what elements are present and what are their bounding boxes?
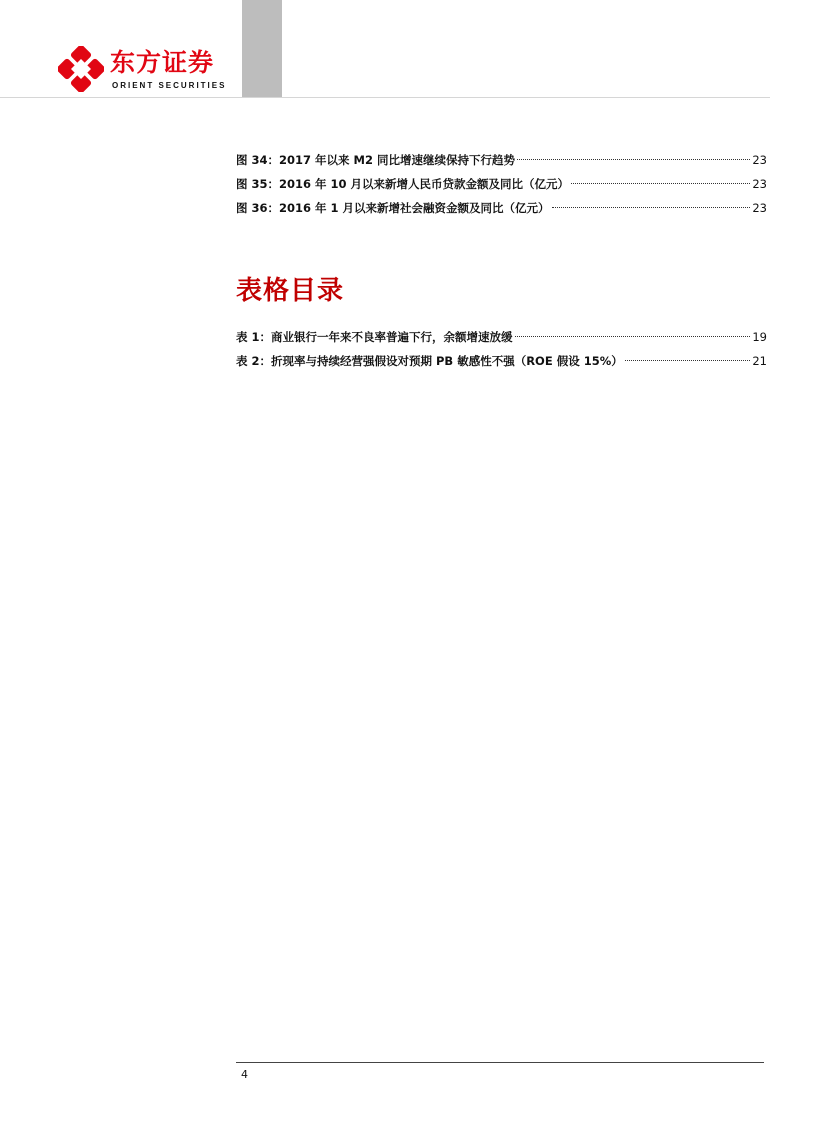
footer-divider — [236, 1062, 764, 1063]
header-divider — [0, 97, 770, 98]
toc-leader-dots — [515, 322, 751, 337]
toc-leader-dots — [552, 193, 751, 208]
toc-leader-dots — [571, 169, 750, 184]
toc-leader-dots — [625, 346, 751, 361]
toc-entry[interactable] — [236, 196, 767, 220]
toc-entry-label: 表 1：商业银行一年来不良率普遍下行，余额增速放缓 — [236, 330, 513, 344]
page-number: 4 — [241, 1068, 248, 1081]
toc-entry-page: 23 — [752, 177, 767, 191]
table-toc-heading: 表格目录 — [236, 276, 345, 306]
logo-text-cn: 东方证券 — [110, 48, 215, 77]
toc-leader-dots — [517, 145, 750, 160]
toc-entry-label: 图 36：2016 年 1 月以来新增社会融资金额及同比（亿元） — [236, 201, 550, 215]
toc-entry-page: 21 — [752, 354, 767, 368]
toc-entry-label: 图 34：2017 年以来 M2 同比增速继续保持下行趋势 — [236, 153, 515, 167]
toc-entry-label: 图 35：2016 年 10 月以来新增人民币贷款金额及同比（亿元） — [236, 177, 570, 191]
toc-entry-page: 23 — [752, 201, 767, 215]
toc-entry[interactable] — [236, 349, 767, 373]
figure-toc-list — [236, 148, 767, 220]
header-gray-bar — [242, 0, 282, 98]
logo-text-en: ORIENT SECURITIES — [112, 81, 227, 90]
logo-mark-icon — [58, 46, 104, 92]
toc-entry-label: 表 2：折现率与持续经营强假设对预期 PB 敏感性不强（ROE 假设 15%） — [236, 354, 623, 368]
toc-entry-page: 19 — [752, 330, 767, 344]
toc-entry-page: 23 — [752, 153, 767, 167]
company-logo — [58, 46, 228, 96]
table-toc-list — [236, 325, 767, 373]
